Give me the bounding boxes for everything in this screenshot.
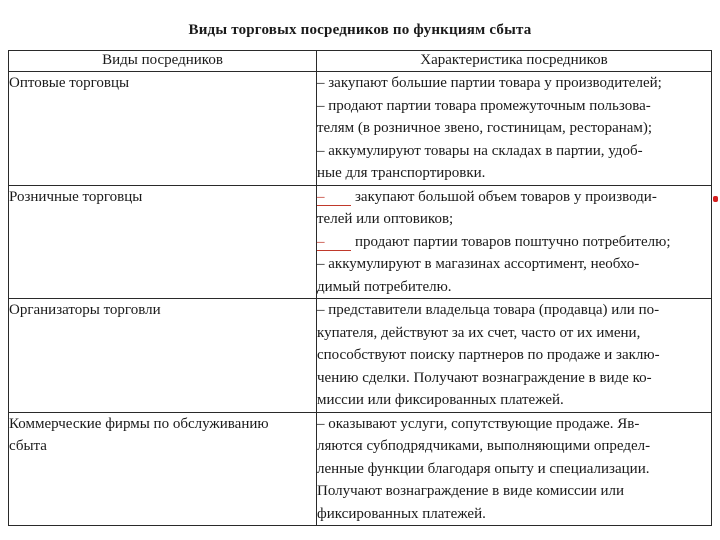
row-desc-line: – представители владельца товара (продавца) или по-: [317, 302, 660, 318]
row-desc-line: – аккумулируют товары на складах в партии, удоб-: [317, 142, 643, 159]
red-dash-mark: –: [317, 189, 351, 206]
table-row: [9, 412, 712, 526]
page-title: Виды торговых посредников по функциям сбыта: [188, 22, 532, 38]
row-desc-cell: [317, 412, 712, 526]
row-name-line: Розничные торговцы: [9, 188, 143, 205]
row-name-cell: [9, 299, 317, 413]
row-desc-text: продают партии товаров поштучно потребителю;: [355, 233, 671, 250]
row-desc-text: закупают большой объем товаров у производи-: [355, 188, 657, 205]
row-desc-line: способствуют поиску партнеров по продаже и заклю-: [317, 347, 660, 363]
row-desc-line: ные для транспортировки.: [317, 165, 486, 181]
intermediaries-table: [8, 50, 712, 526]
row-desc-line: купателя, действуют за их счет, часто от их имени,: [317, 324, 641, 341]
row-desc-line: фиксированных платежей.: [317, 505, 486, 522]
row-name-cell: [9, 185, 317, 299]
row-name-line: сбыта: [9, 437, 47, 454]
row-desc-cell: [317, 72, 712, 186]
row-desc-line: телям (в розничное звено, гостиницам, ресторанам);: [317, 120, 653, 136]
row-desc-line: – аккумулируют в магазинах ассортимент, необхо-: [317, 256, 640, 272]
row-desc-line: – оказывают услуги, сопутствующие продаже. Яв-: [317, 415, 640, 432]
table-header-row: [9, 51, 712, 72]
header-characteristics: Характеристика посредников: [317, 51, 712, 72]
red-annotation-mark: [713, 196, 718, 202]
row-desc-line: – продают партии товара промежуточным пользова-: [317, 97, 651, 114]
row-desc-line: чению сделки. Получают вознаграждение в виде ко-: [317, 369, 652, 386]
row-name-line: Коммерческие фирмы по обслуживанию: [9, 415, 269, 432]
row-desc-line: ленные функции благодаря опыту и специализации.: [317, 460, 650, 477]
row-desc-line: Получают вознаграждение в виде комиссии или: [317, 483, 625, 499]
row-desc-line: – закупают большие партии товара у производителей;: [317, 75, 662, 91]
row-desc-cell: [317, 185, 712, 299]
row-desc-line: миссии или фиксированных платежей.: [317, 392, 564, 408]
table-row: [9, 185, 712, 299]
row-name-cell: [9, 72, 317, 186]
row-desc-cell: [317, 299, 712, 413]
row-name-cell: [9, 412, 317, 526]
row-desc-line-with-red-dash: [317, 231, 711, 254]
row-name-line: Оптовые торговцы: [9, 75, 130, 91]
header-intermediary-types: Виды посредников: [9, 51, 317, 72]
table-row: [9, 299, 712, 413]
row-desc-line: димый потребителю.: [317, 278, 452, 295]
row-desc-line: телей или оптовиков;: [317, 211, 454, 227]
row-desc-line-with-red-dash: [317, 186, 711, 209]
table-row: [9, 72, 712, 186]
row-name-line: Организаторы торговли: [9, 302, 161, 318]
row-desc-line: ляются субподрядчиками, выполняющими определ-: [317, 438, 651, 454]
red-dash-mark: –: [317, 234, 351, 251]
